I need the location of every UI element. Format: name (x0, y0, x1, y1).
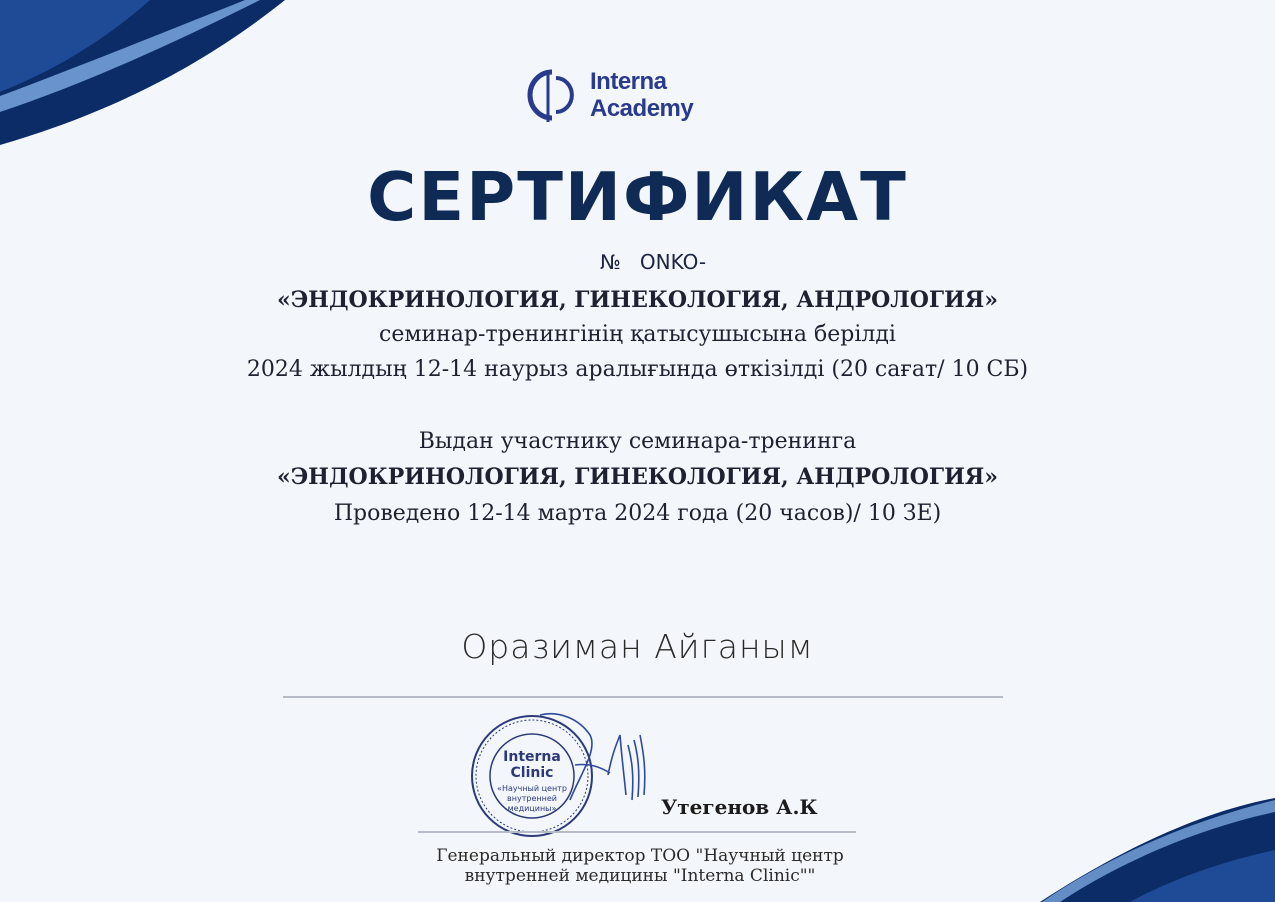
stamp-line2: Clinic (510, 765, 554, 781)
signer-title-line2: внутренней медицины "Interna Clinic"" (464, 866, 816, 886)
certificate-title: СЕРТИФИКАТ (367, 158, 908, 236)
recipient-name: Оразиман Айганым (461, 627, 814, 666)
kz-course-name: «ЭНДОКРИНОЛОГИЯ, ГИНЕКОЛОГИЯ, АНДРОЛОГИЯ» (276, 287, 999, 313)
signer-title-line1: Генеральный директор ТОО "Научный центр (436, 846, 844, 866)
logo-line2: Academy (590, 95, 694, 122)
interna-academy-logo (522, 62, 693, 128)
stamp-line1: Interna (503, 749, 561, 765)
stamp-line5: медицины» (507, 804, 557, 813)
ru-course-name: «ЭНДОКРИНОЛОГИЯ, ГИНЕКОЛОГИЯ, АНДРОЛОГИЯ» (276, 464, 999, 490)
logo-line1: Interna (590, 68, 667, 95)
signer-name: Утегенов А.К (661, 795, 818, 819)
signature-line (418, 831, 856, 833)
stamp-line3: «Научный центр (497, 784, 567, 793)
name-underline (283, 696, 1003, 698)
ru-issued-line: Выдан участнику семинара-тренинга (418, 429, 857, 454)
kz-issued-line: семинар-тренингінің қатысушысына берілді (379, 322, 896, 347)
stamp-line4: внутренней (507, 794, 557, 803)
handwritten-signature (520, 705, 660, 820)
ru-dates-line: Проведено 12-14 марта 2024 года (20 часов)/ 10 ЗЕ) (333, 501, 942, 526)
interna-logo-icon (522, 64, 578, 126)
kz-dates-line: 2024 жылдың 12-14 наурыз аралығында өткізілді (20 сағат/ 10 СБ) (246, 357, 1029, 382)
certificate-number: № ONKO- (600, 250, 707, 274)
